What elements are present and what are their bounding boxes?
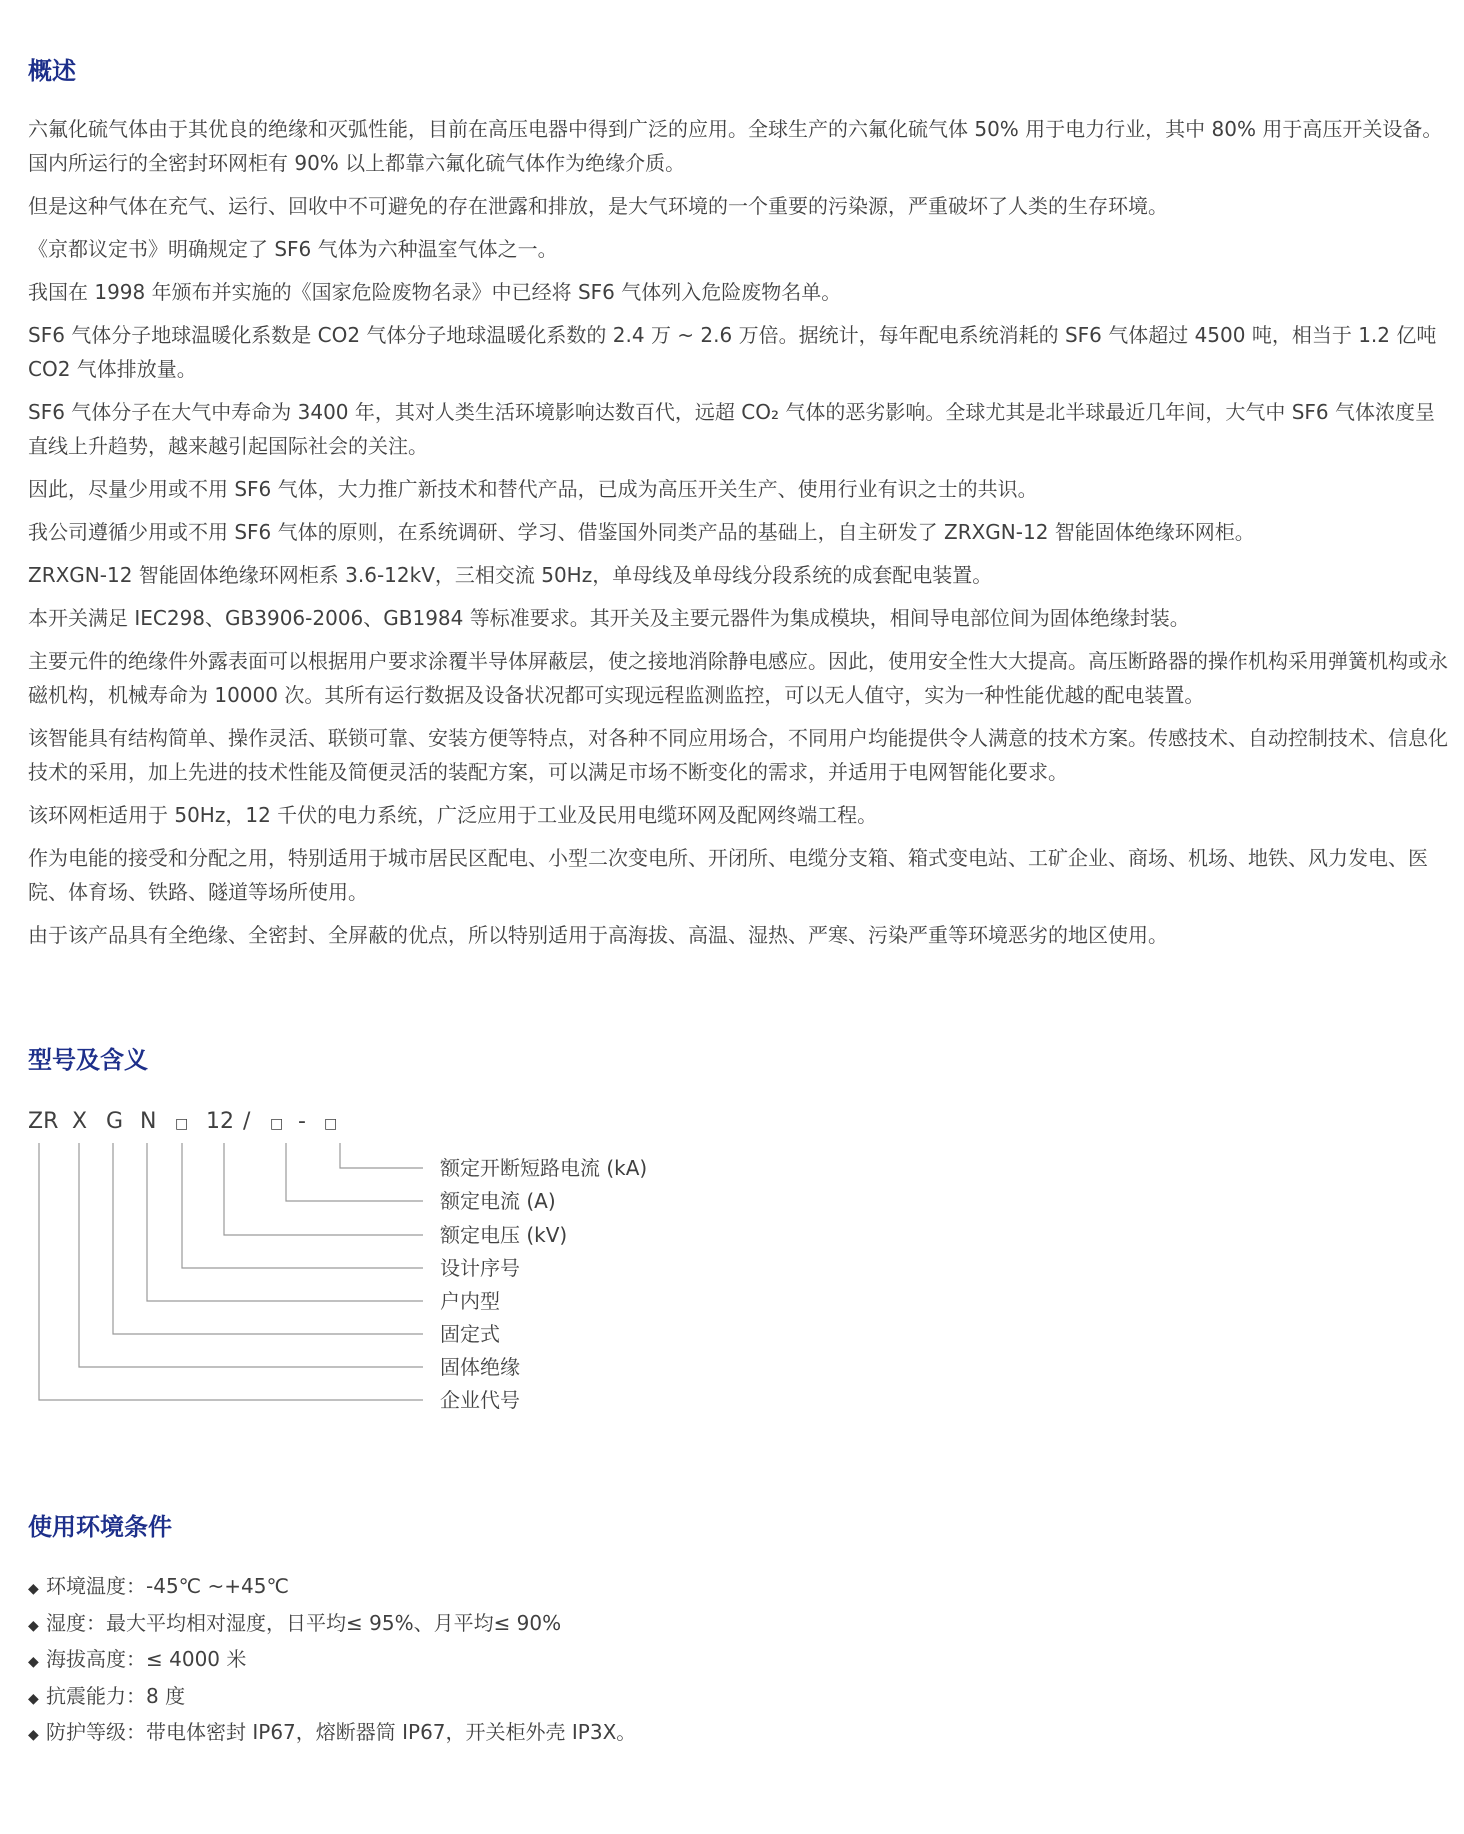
diamond-bullet-icon: ◆ bbox=[28, 1581, 39, 1597]
overview-body bbox=[28, 112, 1448, 961]
label-rated-current: 额定电流 (A) bbox=[440, 1189, 556, 1213]
environment-item-text: 环境温度：-45℃ ~+45℃ bbox=[46, 1574, 289, 1598]
overview-paragraph: 《京都议定书》明确规定了 SF6 气体为六种温室气体之一。 bbox=[28, 237, 558, 261]
environment-item-text: 防护等级：带电体密封 IP67，熔断器筒 IP67，开关柜外壳 IP3X。 bbox=[46, 1720, 637, 1744]
diamond-bullet-icon: ◆ bbox=[28, 1727, 39, 1743]
environment-list bbox=[28, 1570, 636, 1753]
code-part-g: G bbox=[106, 1109, 124, 1134]
leader-line-rated-current bbox=[286, 1143, 423, 1201]
code-part-n: N bbox=[140, 1109, 157, 1134]
diamond-bullet-icon: ◆ bbox=[28, 1690, 39, 1707]
environment-item-text: 抗震能力：8 度 bbox=[46, 1683, 186, 1708]
label-rated-voltage: 额定电压 (kV) bbox=[440, 1223, 568, 1247]
code-part-dash: - bbox=[298, 1109, 306, 1134]
label-fixed-type: 固定式 bbox=[440, 1322, 500, 1346]
leader-line-breaking-current bbox=[340, 1143, 423, 1168]
overview-paragraph: SF6 气体分子在大气中寿命为 3400 年，其对人类生活环境影响达数百代，远超 CO₂ 气体的恶劣影响。全球尤其是北半球最近几年间，大气中 SF6 气体浓度呈直线上升趋势，越来越引起国际社会的关注。 bbox=[28, 400, 1435, 458]
label-design-number: 设计序号 bbox=[440, 1256, 520, 1280]
overview-paragraph: 六氟化硫气体由于其优良的绝缘和灭弧性能，目前在高压电器中得到广泛的应用。全球生产的六氟化硫气体 50% 用于电力行业，其中 80% 用于高压开关设备。国内所运行的全密封环网柜有 90% 以上都靠六氟化硫气体作为绝缘介质。 bbox=[28, 117, 1443, 175]
overview-paragraph: 本开关满足 IEC298、GB3906-2006、GB1984 等标准要求。其开关及主要元器件为集成模块，相间导电部位间为固体绝缘封装。 bbox=[28, 606, 1190, 630]
overview-paragraph: 由于该产品具有全绝缘、全密封、全屏蔽的优点，所以特别适用于高海拔、高温、湿热、严寒、污染严重等环境恶劣的地区使用。 bbox=[28, 923, 1168, 947]
list-item bbox=[28, 1607, 636, 1644]
leader-line-indoor bbox=[147, 1143, 423, 1301]
model-title: 型号及含义 bbox=[28, 1046, 148, 1074]
leader-line-company-code bbox=[39, 1143, 423, 1400]
model-diagram bbox=[28, 1105, 728, 1425]
diamond-bullet-icon: ◆ bbox=[28, 1617, 39, 1634]
overview-paragraph: 主要元件的绝缘件外露表面可以根据用户要求涂覆半导体屏蔽层，使之接地消除静电感应。因此，使用安全性大大提高。高压断路器的操作机构采用弹簧机构或永磁机构，机械寿命为 10000 次。其所有运行数据及设备状况都可实现远程监测监控，可以无人值守，实为一种性能优越的配电装置。 bbox=[28, 649, 1448, 707]
overview-paragraph: 我国在 1998 年颁布并实施的《国家危险废物名录》中已经将 SF6 气体列入危险废物名单。 bbox=[28, 280, 842, 304]
code-part-design-box: □ bbox=[175, 1116, 189, 1132]
code-part-slash: / bbox=[243, 1109, 251, 1134]
list-item bbox=[28, 1716, 636, 1753]
overview-paragraph: ZRXGN-12 智能固体绝缘环网柜系 3.6-12kV，三相交流 50Hz，单母线及单母线分段系统的成套配电装置。 bbox=[28, 563, 993, 587]
label-company-code: 企业代号 bbox=[440, 1388, 520, 1412]
environment-title: 使用环境条件 bbox=[28, 1513, 172, 1541]
list-item bbox=[28, 1680, 636, 1717]
environment-item-text: 海拔高度：≤ 4000 米 bbox=[46, 1647, 247, 1671]
overview-paragraph: 但是这种气体在充气、运行、回收中不可避免的存在泄露和排放，是大气环境的一个重要的污染源，严重破坏了人类的生存环境。 bbox=[28, 194, 1168, 218]
diamond-bullet-icon: ◆ bbox=[28, 1654, 39, 1670]
code-part-current-box: □ bbox=[270, 1116, 284, 1132]
overview-paragraph: 我公司遵循少用或不用 SF6 气体的原则，在系统调研、学习、借鉴国外同类产品的基础上，自主研发了 ZRXGN-12 智能固体绝缘环网柜。 bbox=[28, 520, 1255, 544]
leader-lines bbox=[28, 1105, 448, 1425]
code-part-x: X bbox=[72, 1109, 88, 1134]
overview-paragraph: 该环网柜适用于 50Hz，12 千伏的电力系统，广泛应用于工业及民用电缆环网及配网终端工程。 bbox=[28, 803, 878, 827]
list-item bbox=[28, 1570, 636, 1607]
label-indoor-type: 户内型 bbox=[440, 1289, 500, 1313]
leader-line-fixed bbox=[113, 1143, 423, 1334]
leader-line-rated-voltage bbox=[224, 1143, 423, 1235]
overview-paragraph: SF6 气体分子地球温暖化系数是 CO2 气体分子地球温暖化系数的 2.4 万 ~ 2.6 万倍。据统计，每年配电系统消耗的 SF6 气体超过 4500 吨，相当于 1.2 亿吨 CO2 气体排放量。 bbox=[28, 323, 1437, 381]
code-part-zr: ZR bbox=[28, 1109, 59, 1134]
overview-paragraph: 因此，尽量少用或不用 SF6 气体，大力推广新技术和替代产品，已成为高压开关生产、使用行业有识之士的共识。 bbox=[28, 477, 1038, 501]
label-solid-insulation: 固体绝缘 bbox=[440, 1355, 520, 1379]
environment-item-text: 湿度：最大平均相对湿度，日平均≤ 95%、月平均≤ 90% bbox=[46, 1610, 562, 1635]
label-breaking-current: 额定开断短路电流 (kA) bbox=[440, 1156, 648, 1180]
overview-paragraph: 该智能具有结构简单、操作灵活、联锁可靠、安装方便等特点，对各种不同应用场合，不同用户均能提供令人满意的技术方案。传感技术、自动控制技术、信息化技术的采用，加上先进的技术性能及简便灵活的装配方案，可以满足市场不断变化的需求，并适用于电网智能化要求。 bbox=[28, 726, 1448, 784]
overview-title: 概述 bbox=[28, 57, 76, 85]
code-part-breaking-box: □ bbox=[324, 1116, 338, 1132]
overview-paragraph: 作为电能的接受和分配之用，特别适用于城市居民区配电、小型二次变电所、开闭所、电缆分支箱、箱式变电站、工矿企业、商场、机场、地铁、风力发电、医院、体育场、铁路、隧道等场所使用。 bbox=[28, 846, 1428, 904]
leader-line-design-no bbox=[182, 1143, 423, 1268]
list-item bbox=[28, 1643, 636, 1680]
code-part-12: 12 bbox=[206, 1109, 234, 1134]
